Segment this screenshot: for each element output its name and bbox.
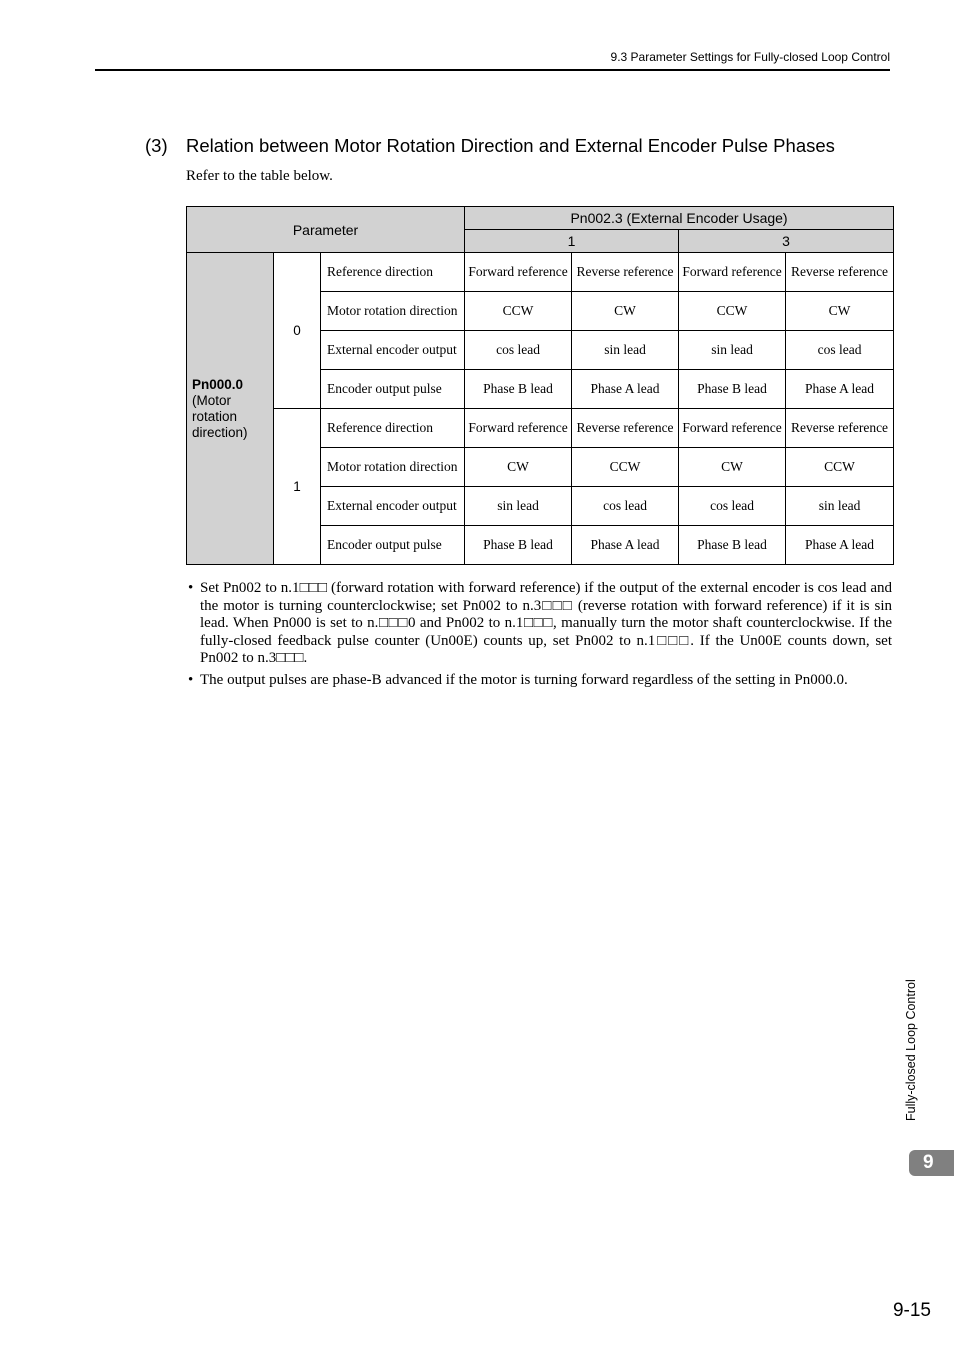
row-value: CCW	[465, 292, 572, 331]
row-value: Phase A lead	[786, 370, 894, 409]
intro-text: Refer to the table below.	[186, 168, 333, 184]
row-value: Reverse reference	[786, 409, 894, 448]
param-name: Pn000.0	[192, 376, 244, 392]
row-value: CW	[465, 448, 572, 487]
row-value: Reverse reference	[786, 253, 894, 292]
note-item	[188, 580, 892, 668]
chapter-side-tab: Fully-closed Loop Control	[904, 979, 918, 1121]
section-title	[145, 135, 835, 157]
row-value: CCW	[572, 448, 679, 487]
param-cell	[187, 253, 274, 565]
note-text: Set Pn002 to n.1□□□ (forward rotation with forward reference) if the output of the external encoder is cos lead and the motor is turning counterclockwise; set Pn002 to n.3□□□ (reverse rotation with forward reference) if it is sin lead. When Pn000 is set to n.□□□0 and Pn002 to n.1□□□, manually turn the motor shaft counterclockwise. If the fully-closed feedback pulse counter (Un00E) counts up, set Pn002 to n.1□□□. If the Un00E counts down, set Pn002 to n.3□□□.	[200, 580, 892, 666]
row-value: sin lead	[572, 331, 679, 370]
row-value: Forward reference	[465, 409, 572, 448]
setting-1: 1	[274, 409, 321, 565]
header-parameter: Parameter	[187, 207, 465, 253]
row-value: cos lead	[465, 331, 572, 370]
row-value: Reverse reference	[572, 253, 679, 292]
row-value: Reverse reference	[572, 409, 679, 448]
row-value: Forward reference	[679, 253, 786, 292]
row-value: Phase A lead	[572, 370, 679, 409]
note-text: The output pulses are phase-B advanced if the motor is turning forward regardless of the setting in Pn000.0.	[200, 671, 848, 688]
section-number: (3)	[145, 135, 168, 156]
row-value: Forward reference	[679, 409, 786, 448]
row-value: Phase A lead	[572, 526, 679, 565]
row-item: External encoder output	[321, 487, 465, 526]
header-group: Pn002.3 (External Encoder Usage)	[465, 207, 894, 230]
running-header: 9.3 Parameter Settings for Fully-closed Loop Control	[610, 50, 890, 64]
row-value: Forward reference	[465, 253, 572, 292]
note-item	[188, 672, 892, 690]
row-value: CCW	[679, 292, 786, 331]
row-item: Motor rotation direction	[321, 292, 465, 331]
row-item: Motor rotation direction	[321, 448, 465, 487]
row-value: Phase B lead	[679, 370, 786, 409]
row-value: sin lead	[679, 331, 786, 370]
header-value-3: 3	[679, 230, 894, 253]
setting-0: 0	[274, 253, 321, 409]
row-value: Phase B lead	[679, 526, 786, 565]
row-item: Encoder output pulse	[321, 526, 465, 565]
row-item: External encoder output	[321, 331, 465, 370]
row-value: Phase A lead	[786, 526, 894, 565]
row-value: Phase B lead	[465, 370, 572, 409]
row-item: Reference direction	[321, 409, 465, 448]
header-rule	[95, 69, 890, 71]
row-value: sin lead	[465, 487, 572, 526]
chapter-badge: 9	[909, 1150, 954, 1176]
bullet: •	[188, 671, 194, 688]
row-item: Reference direction	[321, 253, 465, 292]
page-number: 9-15	[892, 1300, 931, 1321]
row-item: Encoder output pulse	[321, 370, 465, 409]
section-title-text: Relation between Motor Rotation Direction and External Encoder Pulse Phases	[186, 135, 835, 156]
row-value: CW	[572, 292, 679, 331]
parameter-table	[186, 206, 894, 565]
row-value: Phase B lead	[465, 526, 572, 565]
notes-list	[188, 580, 892, 689]
header-value-1: 1	[465, 230, 679, 253]
row-value: CCW	[786, 448, 894, 487]
row-value: CW	[679, 448, 786, 487]
row-value: CW	[786, 292, 894, 331]
row-value: sin lead	[786, 487, 894, 526]
row-value: cos lead	[679, 487, 786, 526]
row-value: cos lead	[786, 331, 894, 370]
param-desc: (Motor rotation direction)	[192, 392, 248, 440]
bullet: •	[188, 580, 194, 596]
row-value: cos lead	[572, 487, 679, 526]
